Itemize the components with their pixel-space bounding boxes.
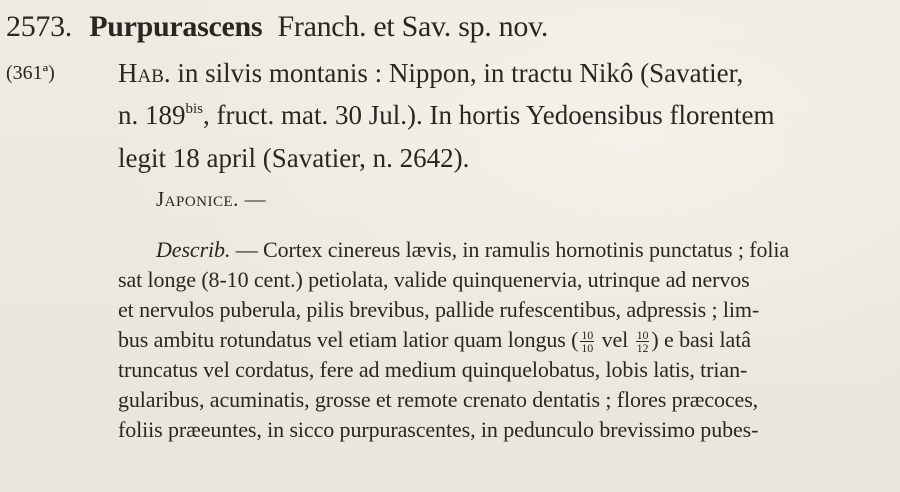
habitat-text-2b: , fruct. mat. 30 Jul.). In hortis Yedoensibus florentem xyxy=(203,100,775,130)
fraction-2-numerator: 10 xyxy=(636,328,649,343)
description-line-2: sat longe (8-10 cent.) petiolata, valide quinquenervia, utrinque ad nervos xyxy=(118,267,750,292)
description-line-7: foliis præeuntes, in sicco purpurascentes, in pedunculo brevissimo pubes- xyxy=(118,417,759,442)
habitat-label: Hab. xyxy=(118,58,171,88)
description-line-3: et nervulos puberula, pilis brevibus, pallide rufescentibus, adpressis ; lim- xyxy=(118,297,760,322)
description-text-4c: ) e basi latâ xyxy=(651,327,751,352)
description-line-1 xyxy=(156,237,789,263)
habitat-line-2 xyxy=(118,100,774,131)
habitat-text-3: legit 18 april (Savatier, n. 2642). xyxy=(118,143,470,173)
habitat-text-1: in silvis montanis : Nippon, in tractu Nikô (Savatier, xyxy=(170,58,744,88)
fraction-1 xyxy=(580,329,594,354)
fraction-2-denominator: 12 xyxy=(636,341,649,356)
habitat-text-2a: n. 189 xyxy=(118,100,186,130)
reference-number: (361ª) xyxy=(6,62,55,84)
japonice-label: Japonice. — xyxy=(156,187,267,211)
entry-authority: Franch. et Sav. sp. nov. xyxy=(277,10,549,43)
habitat-line-3 xyxy=(118,143,469,174)
entry-number: 2573. xyxy=(6,10,73,43)
description-text-1: — Cortex cinereus lævis, in ramulis hornotinis punctatus ; folia xyxy=(230,237,790,262)
entry-heading xyxy=(6,10,548,44)
description-text-4a: bus ambitu rotundatus vel etiam latior quam longus ( xyxy=(118,327,579,352)
description-line-6: gularibus, acuminatis, grosse et remote crenato dentatis ; flores præcoces, xyxy=(118,387,759,412)
fraction-2 xyxy=(636,329,650,354)
habitat-line-1 xyxy=(6,58,743,89)
description-label: Describ. xyxy=(156,237,231,262)
fraction-1-numerator: 10 xyxy=(581,328,594,343)
habitat-superscript: bis xyxy=(185,101,204,117)
fraction-1-denominator: 10 xyxy=(581,341,594,356)
entry-genus: Purpurascens xyxy=(89,10,263,43)
description-text-4b: vel xyxy=(596,327,634,352)
description-line-4 xyxy=(118,327,751,354)
description-line-5: truncatus vel cordatus, fere ad medium quinquelobatus, lobis latis, trian- xyxy=(118,357,748,382)
